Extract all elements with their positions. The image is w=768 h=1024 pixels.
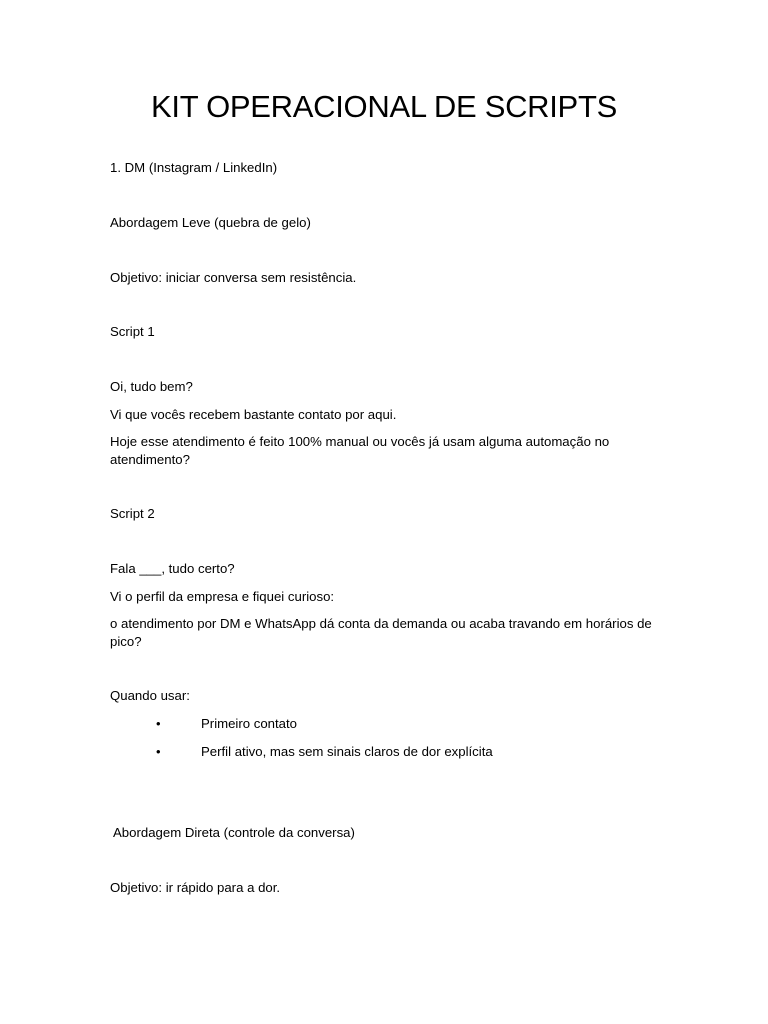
script2-line3a: o atendimento por DM e WhatsApp dá conta da demanda ou acaba travando em horários de bbox=[110, 616, 652, 631]
quando-usar-heading: Quando usar: bbox=[110, 688, 190, 703]
script2-heading: Script 2 bbox=[110, 506, 155, 521]
script2-line2: Vi o perfil da empresa e fiquei curioso: bbox=[110, 589, 335, 604]
bullet-icon: • bbox=[156, 716, 161, 731]
script1-heading: Script 1 bbox=[110, 324, 155, 339]
abordagem-leve-heading: Abordagem Leve (quebra de gelo) bbox=[110, 215, 311, 230]
script1-line3b: atendimento? bbox=[110, 452, 190, 467]
script1-line2: Vi que vocês recebem bastante contato por aqui. bbox=[110, 407, 397, 422]
document-title: KIT OPERACIONAL DE SCRIPTS bbox=[151, 89, 617, 124]
script2-line3b: pico? bbox=[110, 634, 142, 649]
objetivo-leve-text: Objetivo: iniciar conversa sem resistência. bbox=[110, 270, 357, 285]
script1-line3a: Hoje esse atendimento é feito 100% manual ou vocês já usam alguma automação no bbox=[110, 434, 610, 449]
objetivo-direta-text: Objetivo: ir rápido para a dor. bbox=[110, 880, 281, 895]
bullet-icon: • bbox=[156, 744, 161, 759]
script1-line1: Oi, tudo bem? bbox=[110, 379, 193, 394]
list-item-text: Perfil ativo, mas sem sinais claros de dor explícita bbox=[201, 744, 493, 759]
list-item-text: Primeiro contato bbox=[201, 716, 298, 731]
abordagem-direta-heading: Abordagem Direta (controle da conversa) bbox=[113, 825, 355, 840]
section-heading-dm: 1. DM (Instagram / LinkedIn) bbox=[110, 160, 278, 175]
script2-line1: Fala ___, tudo certo? bbox=[110, 561, 235, 576]
